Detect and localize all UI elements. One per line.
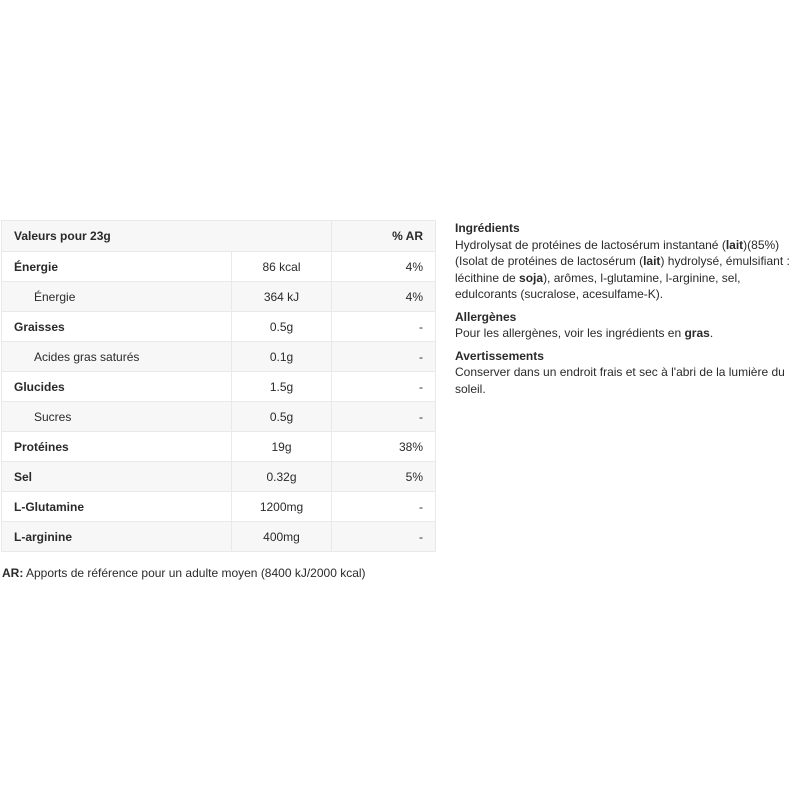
nutrient-ar: 4% bbox=[332, 282, 436, 312]
nutrient-ar: - bbox=[332, 372, 436, 402]
header-ar: % AR bbox=[332, 221, 436, 252]
table-row bbox=[2, 312, 436, 342]
nutrient-amount: 0.5g bbox=[232, 312, 332, 342]
nutrient-ar: 5% bbox=[332, 462, 436, 492]
ar-footnote-text: Apports de référence pour un adulte moyen (8400 kJ/2000 kcal) bbox=[23, 566, 366, 580]
nutrient-ar: - bbox=[332, 312, 436, 342]
table-header-row bbox=[2, 221, 436, 252]
ingredients-title: Ingrédients bbox=[455, 221, 520, 235]
table-row bbox=[2, 492, 436, 522]
warnings-text: Conserver dans un endroit frais et sec à l'abri de la lumière du soleil. bbox=[455, 365, 785, 396]
table-row bbox=[2, 522, 436, 552]
nutrient-name: L-Glutamine bbox=[2, 492, 232, 522]
ingredients-part: ) hydrolysé, émulsifiant : lécithine de bbox=[455, 254, 790, 285]
ingredients-part: ), arômes, l-glutamine, l-arginine, sel, edulcorants (sucralose, acesulfame-K). bbox=[455, 270, 741, 301]
allergen-lait: lait bbox=[643, 254, 661, 268]
ar-footnote-label: AR: bbox=[2, 566, 24, 580]
nutrient-amount: 19g bbox=[232, 432, 332, 462]
nutrient-ar: - bbox=[332, 402, 436, 432]
allergens-end: . bbox=[709, 326, 714, 340]
table-row bbox=[2, 372, 436, 402]
ingredients-text bbox=[455, 237, 797, 303]
nutrient-ar: 38% bbox=[332, 432, 436, 462]
table-row bbox=[2, 252, 436, 282]
nutrient-ar: 4% bbox=[332, 252, 436, 282]
allergen-lait: lait bbox=[725, 237, 744, 252]
nutrient-name: Protéines bbox=[2, 432, 232, 462]
nutrient-amount: 0.1g bbox=[232, 342, 332, 372]
nutrition-table bbox=[1, 220, 436, 552]
nutrient-amount: 0.5g bbox=[232, 402, 332, 432]
table-row bbox=[2, 282, 436, 312]
nutrient-ar: - bbox=[332, 522, 436, 552]
nutrient-ar: - bbox=[332, 342, 436, 372]
nutrient-name: Énergie bbox=[2, 282, 232, 312]
nutrient-amount: 0.32g bbox=[232, 462, 332, 492]
table-row bbox=[2, 462, 436, 492]
nutrient-name: Énergie bbox=[2, 252, 232, 282]
nutrient-amount: 1200mg bbox=[232, 492, 332, 522]
ingredients-part: )(85%)(Isolat de protéines de lactosérum ( bbox=[455, 237, 780, 268]
table-row bbox=[2, 342, 436, 372]
header-label: Valeurs pour 23g bbox=[2, 221, 332, 252]
nutrient-name: Sucres bbox=[2, 402, 232, 432]
allergens-text bbox=[455, 325, 797, 342]
allergens-bold: gras bbox=[684, 326, 710, 340]
nutrient-ar: - bbox=[332, 492, 436, 522]
table-row bbox=[2, 402, 436, 432]
nutrient-name: L-arginine bbox=[2, 522, 232, 552]
nutrient-amount: 400mg bbox=[232, 522, 332, 552]
allergen-soja: soja bbox=[519, 270, 544, 285]
allergens-title: Allergènes bbox=[455, 309, 517, 324]
nutrient-amount: 86 kcal bbox=[232, 252, 332, 282]
product-info bbox=[455, 220, 797, 403]
nutrient-amount: 1.5g bbox=[232, 372, 332, 402]
warnings-title: Avertissements bbox=[455, 348, 544, 363]
table-row bbox=[2, 432, 436, 462]
nutrient-name: Graisses bbox=[2, 312, 232, 342]
ingredients-part: Hydrolysat de protéines de lactosérum instantané ( bbox=[455, 237, 726, 252]
ar-footnote bbox=[2, 566, 366, 580]
nutrient-name: Acides gras saturés bbox=[2, 342, 232, 372]
nutrient-amount: 364 kJ bbox=[232, 282, 332, 312]
nutrient-name: Sel bbox=[2, 462, 232, 492]
allergens-part: Pour les allergènes, voir les ingrédients en bbox=[455, 326, 685, 340]
nutrient-name: Glucides bbox=[2, 372, 232, 402]
